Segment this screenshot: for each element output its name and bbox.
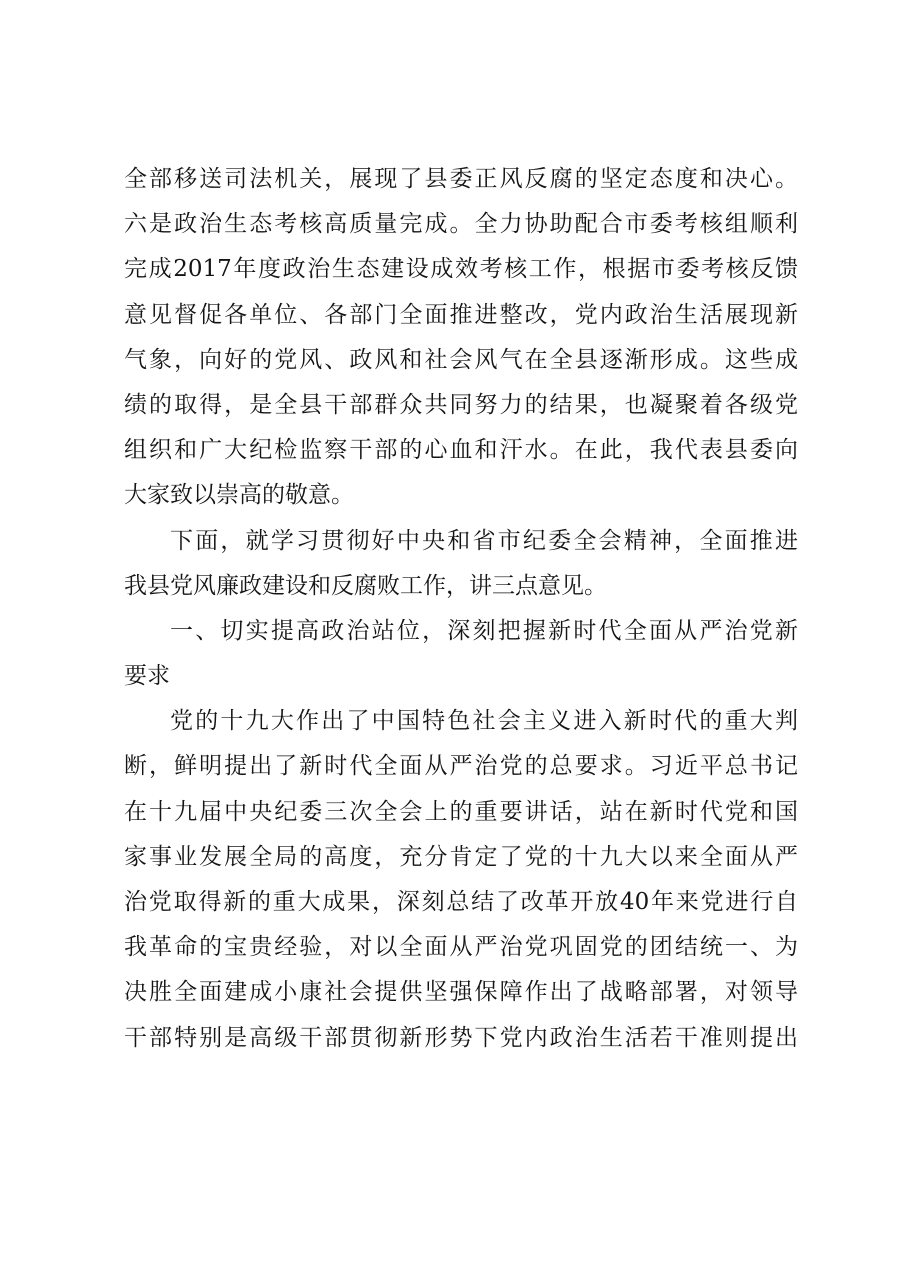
text-line: 大家致以崇高的敬意。 xyxy=(124,482,354,509)
text-line: 在十九届中央纪委三次全会上的重要讲话，站在新时代党和国 xyxy=(124,798,798,825)
text-line: 决胜全面建成小康社会提供坚强保障作出了战略部署，对领导 xyxy=(124,979,798,1006)
text-line: 完成2017年度政治生态建设成效考核工作，根据市委考核反馈 xyxy=(124,256,798,283)
body-text xyxy=(124,157,798,1061)
text-line: 气象，向好的党风、政风和社会风气在全县逐渐形成。这些成 xyxy=(124,346,798,373)
text-line: 断，鲜明提出了新时代全面从严治党的总要求。习近平总书记 xyxy=(124,753,798,780)
text-line: 我县党风廉政建设和反腐败工作，讲三点意见。 xyxy=(124,572,607,599)
text-line: 我革命的宝贵经验，对以全面从严治党巩固党的团结统一、为 xyxy=(124,934,798,961)
section-heading-line: 要求 xyxy=(124,663,170,690)
text-line: 家事业发展全局的高度，充分肯定了党的十九大以来全面从严 xyxy=(124,843,798,870)
text-line: 党的十九大作出了中国特色社会主义进入新时代的重大判 xyxy=(170,708,798,735)
text-line: 组织和广大纪检监察干部的心血和汗水。在此，我代表县委向 xyxy=(124,437,798,464)
text-line: 干部特别是高级干部贯彻新形势下党内政治生活若干准则提出 xyxy=(124,1024,798,1051)
text-line: 治党取得新的重大成果，深刻总结了改革开放40年来党进行自 xyxy=(124,889,798,915)
text-line: 六是政治生态考核高质量完成。全力协助配合市委考核组顺利 xyxy=(124,211,798,238)
section-heading-line: 一、切实提高政治站位，深刻把握新时代全面从严治党新 xyxy=(170,617,798,644)
text-line: 下面，就学习贯彻好中央和省市纪委全会精神，全面推进 xyxy=(170,527,798,554)
text-line: 意见督促各单位、各部门全面推进整改，党内政治生活展现新 xyxy=(124,301,798,328)
text-line: 全部移送司法机关，展现了县委正风反腐的坚定态度和决心。 xyxy=(124,166,798,192)
text-line: 绩的取得，是全县干部群众共同努力的结果，也凝聚着各级党 xyxy=(124,391,798,418)
